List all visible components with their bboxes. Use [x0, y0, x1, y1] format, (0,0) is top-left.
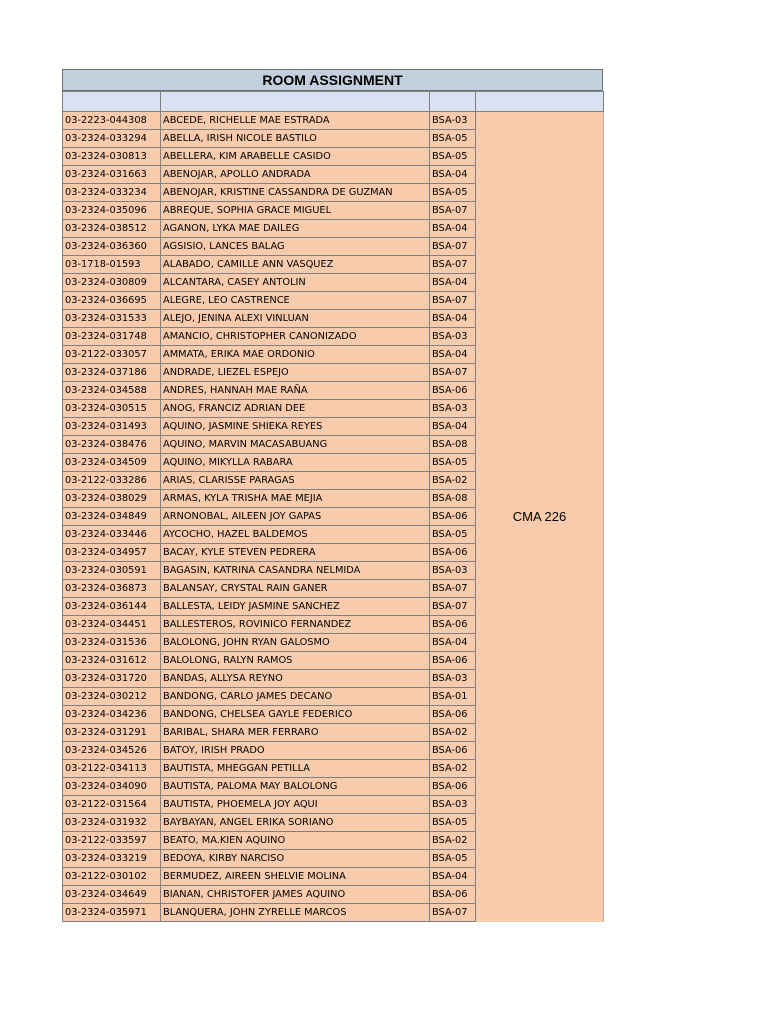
section-cell: BSA-06 — [430, 778, 476, 796]
student-id-cell: 03-2324-031612 — [63, 652, 161, 670]
section-cell: BSA-06 — [430, 652, 476, 670]
student-name-cell: BANDAS, ALLYSA REYNO — [161, 670, 430, 688]
student-id-cell: 03-2324-034526 — [63, 742, 161, 760]
student-id-cell: 03-2324-030813 — [63, 148, 161, 166]
section-cell: BSA-05 — [430, 148, 476, 166]
student-name-cell: ALCANTARA, CASEY ANTOLIN — [161, 274, 430, 292]
section-cell: BSA-04 — [430, 418, 476, 436]
student-id-cell: 03-2324-034588 — [63, 382, 161, 400]
student-name-cell: AQUINO, MIKYLLA RABARA — [161, 454, 430, 472]
student-id-cell: 03-2122-031564 — [63, 796, 161, 814]
student-id-cell: 03-2324-034451 — [63, 616, 161, 634]
sheet-title: ROOM ASSIGNMENT — [62, 69, 603, 91]
student-id-cell: 03-2324-035971 — [63, 904, 161, 922]
section-cell: BSA-04 — [430, 346, 476, 364]
section-cell: BSA-06 — [430, 616, 476, 634]
student-id-cell: 03-2324-030809 — [63, 274, 161, 292]
section-cell: BSA-05 — [430, 814, 476, 832]
student-name-cell: BALLESTEROS, ROVINICO FERNANDEZ — [161, 616, 430, 634]
student-id-cell: 03-2324-033446 — [63, 526, 161, 544]
student-id-cell: 03-2324-036873 — [63, 580, 161, 598]
section-cell: BSA-05 — [430, 454, 476, 472]
section-cell: BSA-03 — [430, 400, 476, 418]
section-cell: BSA-04 — [430, 274, 476, 292]
section-cell: BSA-04 — [430, 868, 476, 886]
student-name-cell: ANOG, FRANCIZ ADRIAN DEE — [161, 400, 430, 418]
student-id-cell: 03-2324-033219 — [63, 850, 161, 868]
student-name-cell: BEDOYA, KIRBY NARCISO — [161, 850, 430, 868]
student-id-cell: 03-2324-036144 — [63, 598, 161, 616]
student-id-cell: 03-2324-034090 — [63, 778, 161, 796]
student-id-cell: 03-2324-031536 — [63, 634, 161, 652]
student-name-cell: ABENOJAR, KRISTINE CASSANDRA DE GUZMAN — [161, 184, 430, 202]
section-cell: BSA-06 — [430, 508, 476, 526]
student-name-cell: BALANSAY, CRYSTAL RAIN GANER — [161, 580, 430, 598]
student-name-cell: ABCEDE, RICHELLE MAE ESTRADA — [161, 112, 430, 130]
student-id-cell: 03-2122-033597 — [63, 832, 161, 850]
student-name-cell: AMANCIO, CHRISTOPHER CANONIZADO — [161, 328, 430, 346]
header-cell-room — [476, 92, 604, 112]
section-cell: BSA-07 — [430, 364, 476, 382]
student-name-cell: AMMATA, ERIKA MAE ORDONIO — [161, 346, 430, 364]
student-name-cell: AYCOCHO, HAZEL BALDEMOS — [161, 526, 430, 544]
section-cell: BSA-04 — [430, 310, 476, 328]
student-id-cell: 03-2324-034849 — [63, 508, 161, 526]
student-name-cell: ARIAS, CLARISSE PARAGAS — [161, 472, 430, 490]
section-cell: BSA-08 — [430, 436, 476, 454]
section-cell: BSA-05 — [430, 850, 476, 868]
student-id-cell: 03-2324-031291 — [63, 724, 161, 742]
student-name-cell: BEATO, MA.KIEN AQUINO — [161, 832, 430, 850]
section-cell: BSA-01 — [430, 688, 476, 706]
section-cell: BSA-05 — [430, 184, 476, 202]
section-cell: BSA-07 — [430, 598, 476, 616]
student-id-cell: 03-2324-034649 — [63, 886, 161, 904]
section-cell: BSA-08 — [430, 490, 476, 508]
header-cell-section — [430, 92, 476, 112]
student-id-cell: 03-2324-038029 — [63, 490, 161, 508]
student-name-cell: BACAY, KYLE STEVEN PEDRERA — [161, 544, 430, 562]
student-id-cell: 03-2324-033294 — [63, 130, 161, 148]
section-cell: BSA-02 — [430, 472, 476, 490]
student-id-cell: 03-2324-034957 — [63, 544, 161, 562]
student-id-cell: 03-2324-031663 — [63, 166, 161, 184]
student-id-cell: 03-2122-033057 — [63, 346, 161, 364]
section-cell: BSA-05 — [430, 526, 476, 544]
student-id-cell: 03-2324-031720 — [63, 670, 161, 688]
header-cell-id — [63, 92, 161, 112]
student-id-cell: 03-1718-01593 — [63, 256, 161, 274]
student-name-cell: BIANAN, CHRISTOFER JAMES AQUINO — [161, 886, 430, 904]
student-id-cell: 03-2324-038476 — [63, 436, 161, 454]
student-name-cell: AGANON, LYKA MAE DAILEG — [161, 220, 430, 238]
student-name-cell: BAUTISTA, MHEGGAN PETILLA — [161, 760, 430, 778]
section-cell: BSA-03 — [430, 112, 476, 130]
student-id-cell: 03-2324-037186 — [63, 364, 161, 382]
student-name-cell: BALOLONG, RALYN RAMOS — [161, 652, 430, 670]
student-id-cell: 03-2324-031493 — [63, 418, 161, 436]
section-cell: BSA-05 — [430, 130, 476, 148]
student-name-cell: ARMAS, KYLA TRISHA MAE MEJIA — [161, 490, 430, 508]
header-cell-name — [161, 92, 430, 112]
student-name-cell: ABELLA, IRISH NICOLE BASTILO — [161, 130, 430, 148]
student-name-cell: BAUTISTA, PHOEMELA JOY AQUI — [161, 796, 430, 814]
section-cell: BSA-02 — [430, 760, 476, 778]
student-id-cell: 03-2223-044308 — [63, 112, 161, 130]
student-name-cell: BALLESTA, LEIDY JASMINE SANCHEZ — [161, 598, 430, 616]
student-id-cell: 03-2324-038512 — [63, 220, 161, 238]
section-cell: BSA-03 — [430, 670, 476, 688]
section-cell: BSA-07 — [430, 202, 476, 220]
section-cell: BSA-06 — [430, 382, 476, 400]
student-name-cell: BLANQUERA, JOHN ZYRELLE MARCOS — [161, 904, 430, 922]
header-row — [63, 92, 604, 112]
student-name-cell: ABENOJAR, APOLLO ANDRADA — [161, 166, 430, 184]
student-id-cell: 03-2324-031748 — [63, 328, 161, 346]
section-cell: BSA-03 — [430, 796, 476, 814]
student-name-cell: BAYBAYAN, ANGEL ERIKA SORIANO — [161, 814, 430, 832]
student-name-cell: ANDRADE, LIEZEL ESPEJO — [161, 364, 430, 382]
student-name-cell: ALABADO, CAMILLE ANN VASQUEZ — [161, 256, 430, 274]
section-cell: BSA-07 — [430, 904, 476, 922]
student-id-cell: 03-2122-030102 — [63, 868, 161, 886]
student-name-cell: BANDONG, CHELSEA GAYLE FEDERICO — [161, 706, 430, 724]
section-cell: BSA-04 — [430, 166, 476, 184]
section-cell: BSA-07 — [430, 256, 476, 274]
student-name-cell: ABREQUE, SOPHIA GRACE MIGUEL — [161, 202, 430, 220]
student-id-cell: 03-2122-034113 — [63, 760, 161, 778]
section-cell: BSA-06 — [430, 886, 476, 904]
student-name-cell: ABELLERA, KIM ARABELLE CASIDO — [161, 148, 430, 166]
student-name-cell: AQUINO, JASMINE SHIEKA REYES — [161, 418, 430, 436]
student-name-cell: BATOY, IRISH PRADO — [161, 742, 430, 760]
student-name-cell: BAGASIN, KATRINA CASANDRA NELMIDA — [161, 562, 430, 580]
section-cell: BSA-04 — [430, 220, 476, 238]
section-cell: BSA-02 — [430, 832, 476, 850]
student-name-cell: ANDRES, HANNAH MAE RAÑA — [161, 382, 430, 400]
student-id-cell: 03-2122-033286 — [63, 472, 161, 490]
student-id-cell: 03-2324-036360 — [63, 238, 161, 256]
student-id-cell: 03-2324-033234 — [63, 184, 161, 202]
student-id-cell: 03-2324-036695 — [63, 292, 161, 310]
student-id-cell: 03-2324-034509 — [63, 454, 161, 472]
student-id-cell: 03-2324-031533 — [63, 310, 161, 328]
student-name-cell: BARIBAL, SHARA MER FERRARO — [161, 724, 430, 742]
section-cell: BSA-07 — [430, 292, 476, 310]
section-cell: BSA-04 — [430, 634, 476, 652]
student-id-cell: 03-2324-031932 — [63, 814, 161, 832]
table-row — [63, 112, 604, 130]
section-cell: BSA-06 — [430, 742, 476, 760]
section-cell: BSA-07 — [430, 238, 476, 256]
student-name-cell: ALEJO, JENINA ALEXI VINLUAN — [161, 310, 430, 328]
student-name-cell: BANDONG, CARLO JAMES DECANO — [161, 688, 430, 706]
student-name-cell: AGSISIO, LANCES BALAG — [161, 238, 430, 256]
roster-table — [62, 91, 604, 922]
room-assignment-sheet — [62, 69, 603, 941]
student-name-cell: BAUTISTA, PALOMA MAY BALOLONG — [161, 778, 430, 796]
section-cell: BSA-07 — [430, 580, 476, 598]
student-name-cell: ALEGRE, LEO CASTRENCE — [161, 292, 430, 310]
student-id-cell: 03-2324-035096 — [63, 202, 161, 220]
roster-body — [63, 92, 604, 922]
section-cell: BSA-02 — [430, 724, 476, 742]
room-cell: CMA 226 — [476, 112, 604, 922]
section-cell: BSA-03 — [430, 562, 476, 580]
student-name-cell: ARNONOBAL, AILEEN JOY GAPAS — [161, 508, 430, 526]
student-id-cell: 03-2324-034236 — [63, 706, 161, 724]
section-cell: BSA-06 — [430, 544, 476, 562]
student-id-cell: 03-2324-030212 — [63, 688, 161, 706]
student-id-cell: 03-2324-030515 — [63, 400, 161, 418]
section-cell: BSA-06 — [430, 706, 476, 724]
student-name-cell: BERMUDEZ, AIREEN SHELVIE MOLINA — [161, 868, 430, 886]
student-name-cell: BALOLONG, JOHN RYAN GALOSMO — [161, 634, 430, 652]
section-cell: BSA-03 — [430, 328, 476, 346]
student-id-cell: 03-2324-030591 — [63, 562, 161, 580]
student-name-cell: AQUINO, MARVIN MACASABUANG — [161, 436, 430, 454]
